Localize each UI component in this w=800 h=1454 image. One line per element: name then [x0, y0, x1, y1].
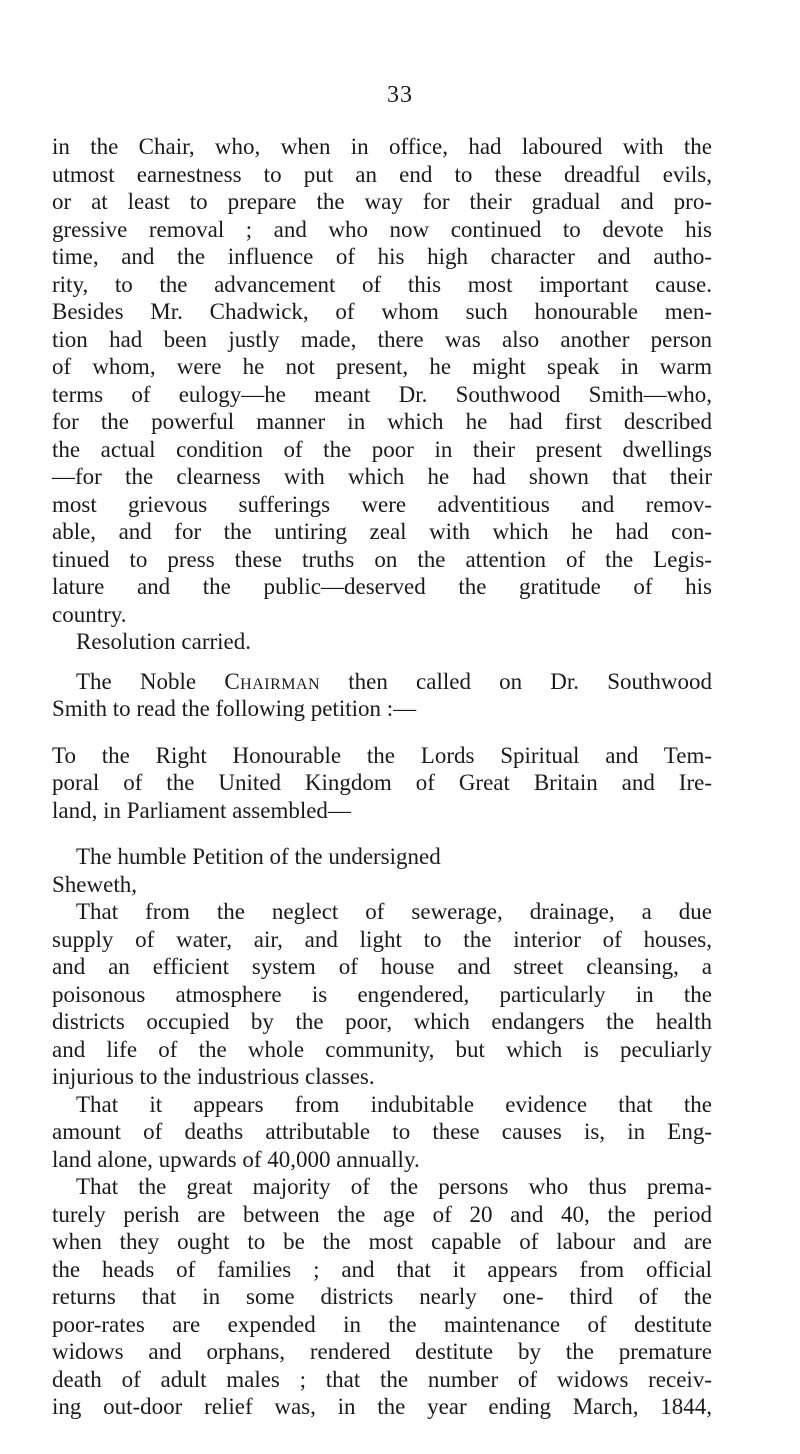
text-line: tion had been justly made, there was also another person: [52, 326, 712, 352]
resolution-line: Resolution carried.: [76, 629, 252, 654]
sheweth-line: Sheweth,: [52, 871, 137, 897]
text-line: able, and for the untiring zeal with which he had con-: [52, 519, 712, 544]
text-line: and an efficient system of house and street cleansing, a: [52, 954, 712, 979]
text-line: most grievous sufferings were adventitious and remov-: [52, 491, 712, 517]
petition-clause-3: [52, 1173, 712, 1421]
text-line: poisonous atmosphere is engendered, particularly in the: [52, 981, 712, 1007]
text-line: [52, 668, 712, 696]
text-span: then called on Dr. Southwood: [320, 668, 713, 694]
text-line: utmost earnestness to put an end to these dreadful evils,: [52, 161, 712, 187]
text-span: The Noble: [76, 668, 225, 694]
text-line: rity, to the advancement of this most important cause.: [52, 271, 712, 297]
paragraph-chairman-call: [52, 668, 712, 723]
text-line: the heads of families ; and that it appears from official: [52, 1256, 712, 1282]
text-line: widows and orphans, rendered destitute by the premature: [52, 1339, 712, 1364]
text-line: ing out-door relief was, in the year ending March, 1844,: [52, 1394, 712, 1419]
text-line: gressive removal ; and who now continued to devote his: [52, 216, 712, 242]
text-line: terms of eulogy—he meant Dr. Southwood Smith—who,: [52, 381, 712, 407]
text-line: That it appears from indubitable evidence that the: [76, 1091, 712, 1117]
chairman-small-caps: Chairman: [224, 668, 321, 694]
text-line: time, and the influence of his high character and autho-: [52, 244, 712, 269]
text-line: in the Chair, who, when in office, had laboured with the: [52, 134, 712, 159]
text-line: the actual condition of the poor in their present dwellings: [52, 436, 712, 462]
text-line: of whom, were he not present, he might speak in warm: [52, 354, 712, 379]
text-line: Besides Mr. Chadwick, of whom such honourable men-: [52, 299, 712, 324]
text-line: districts occupied by the poor, which endangers the health: [52, 1009, 712, 1034]
text-line: To the Right Honourable the Lords Spiritual and Tem-: [52, 742, 712, 768]
text-line: when they ought to be the most capable of labour and are: [52, 1229, 712, 1254]
petition-address: [52, 742, 712, 825]
text-line: poor-rates are expended in the maintenance of destitute: [52, 1311, 712, 1337]
text-line: returns that in some districts nearly one- third of the: [52, 1284, 712, 1309]
text-line: amount of deaths attributable to these causes is, in Eng-: [52, 1119, 712, 1144]
body-text: [52, 133, 712, 1421]
text-line: poral of the United Kingdom of Great Britain and Ire-: [52, 770, 712, 795]
text-line: tinued to press these truths on the attention of the Legis-: [52, 546, 712, 572]
text-line: death of adult males ; that the number of widows receiv-: [52, 1366, 712, 1392]
text-line: injurious to the industrious classes.: [52, 1064, 375, 1089]
text-line: land alone, upwards of 40,000 annually.: [52, 1146, 420, 1172]
text-line: Smith to read the following petition :—: [52, 696, 417, 721]
text-line: turely perish are between the age of 20 and 40, the period: [52, 1201, 712, 1227]
text-line: That the great majority of the persons who thus prema-: [76, 1174, 712, 1199]
petition-heading: The humble Petition of the undersigned: [76, 844, 441, 869]
text-line: That from the neglect of sewerage, drainage, a due: [76, 899, 712, 924]
petition-heading-block: [52, 843, 712, 898]
petition-clause-2: [52, 1091, 712, 1174]
text-line: land, in Parliament assembled—: [52, 797, 351, 823]
text-line: and life of the whole community, but which is peculiarly: [52, 1036, 712, 1062]
text-line: country.: [52, 601, 127, 627]
text-line: or at least to prepare the way for their gradual and pro-: [52, 189, 712, 214]
text-line: lature and the public—deserved the gratitude of his: [52, 574, 712, 599]
page-number: 33: [387, 82, 413, 108]
petition-clause-1: [52, 898, 712, 1091]
text-line: —for the clearness with which he had shown that their: [52, 464, 712, 489]
text-line: supply of water, air, and light to the interior of houses,: [52, 926, 712, 952]
paragraph-chair-speech: [52, 133, 712, 628]
text-line: for the powerful manner in which he had first described: [52, 409, 712, 434]
